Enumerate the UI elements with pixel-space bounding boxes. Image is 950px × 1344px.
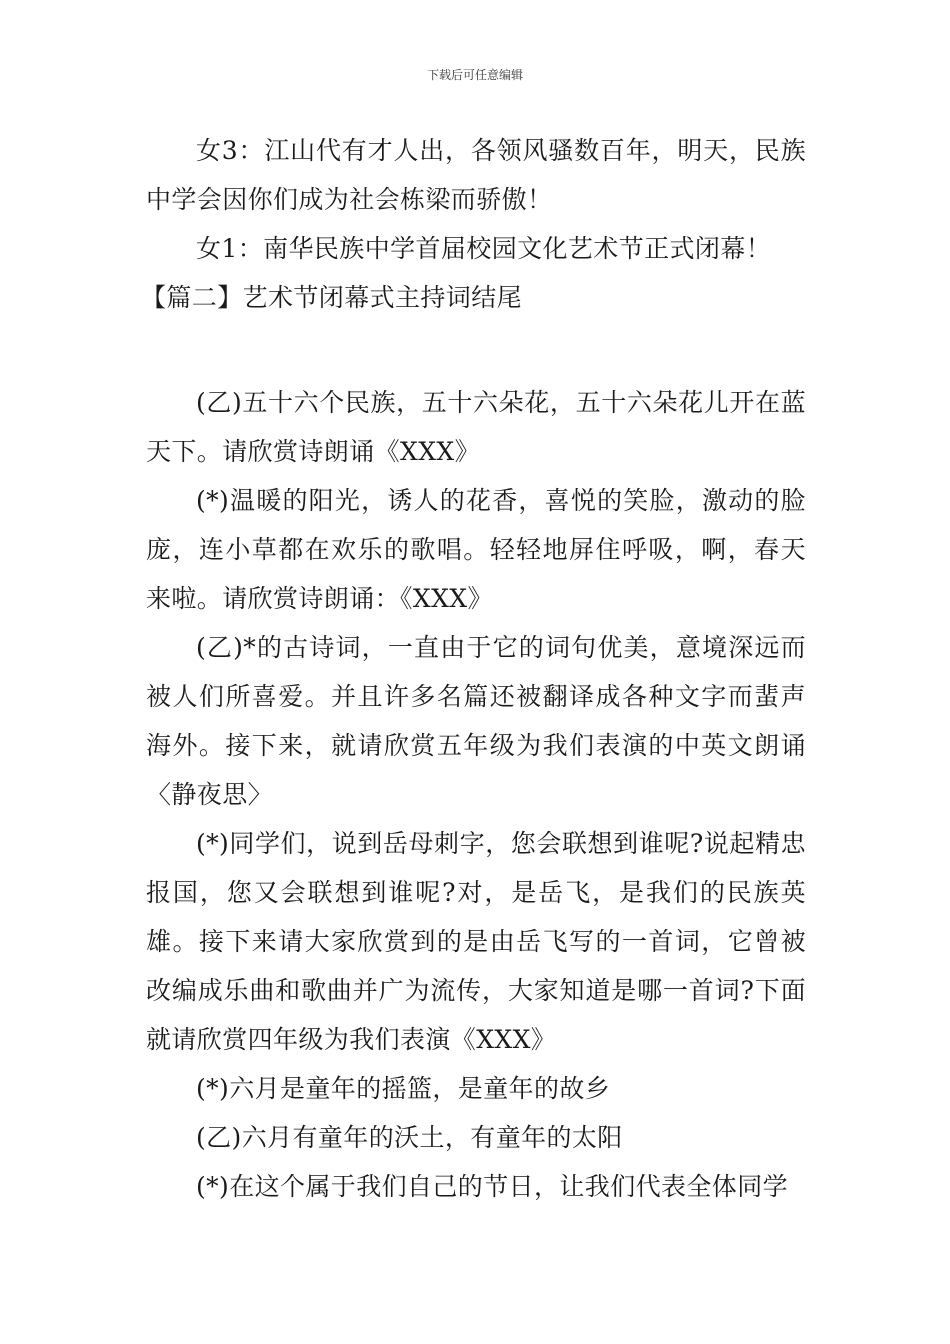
paragraph: (*)同学们，说到岳母刺字，您会联想到谁呢?说起精忠报国，您又会联想到谁呢?对，是岳飞，是我们的民族英雄。接下来请大家欣赏到的是由岳飞写的一首词，它曾被改编成乐曲和歌曲并广为流传，大家知道是哪一首词?下面就请欣赏四年级为我们表演《XXX》 xyxy=(146,829,806,1054)
header-note: 下载后可任意编辑 xyxy=(426,68,523,82)
paragraph: 女3：江山代有才人出，各领风骚数百年，明天，民族中学会因你们成为社会栋梁而骄傲！ xyxy=(146,136,806,214)
paragraph: (乙)五十六个民族，五十六朵花，五十六朵花儿开在蓝天下。请欣赏诗朗诵《XXX》 xyxy=(146,388,806,466)
paragraph: (*)温暖的阳光，诱人的花香，喜悦的笑脸，激动的脸庞，连小草都在欢乐的歌唱。轻轻地屏住呼吸，啊，春天来啦。请欣赏诗朗诵：《XXX》 xyxy=(146,486,806,613)
section-heading: 【篇二】艺术节闭幕式主持词结尾 xyxy=(141,283,523,312)
paragraph: (乙)六月有童年的沃土，有童年的太阳 xyxy=(196,1123,623,1152)
paragraph: (乙)*的古诗词，一直由于它的词句优美，意境深远而被人们所喜爱。并且许多名篇还被翻译成各种文字而蜚声海外。接下来，就请欣赏五年级为我们表演的中英文朗诵〈静夜思〉 xyxy=(146,633,806,809)
paragraph: (*)六月是童年的摇篮，是童年的故乡 xyxy=(196,1074,611,1103)
paragraph: (*)在这个属于我们自己的节日，让我们代表全体同学 xyxy=(196,1172,789,1201)
document-body xyxy=(141,126,806,1211)
section-spacer xyxy=(146,322,806,378)
paragraph: 女1：南华民族中学首届校园文化艺术节正式闭幕！ xyxy=(196,234,772,263)
